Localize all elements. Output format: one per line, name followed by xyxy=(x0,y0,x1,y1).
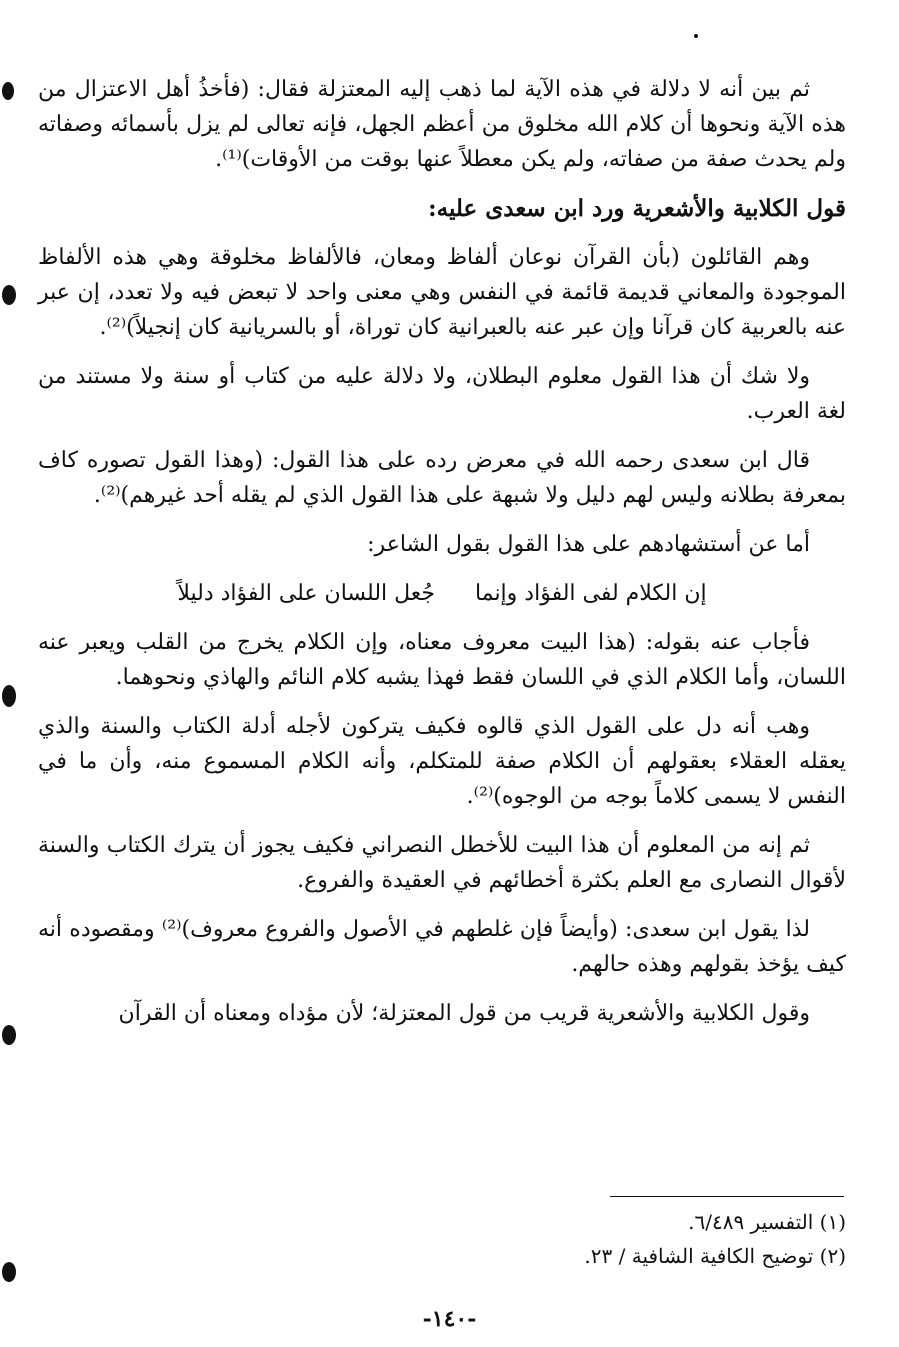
speck xyxy=(694,34,698,38)
paragraph: فأجاب عنه بقوله: (هذا البيت معروف معناه، وإن الكلام يخرج من القلب ويعبر عنه اللسان، وأما الكلام الذي في اللسان فقط فهذا يشبه كلام النائم والهاذي ونحوهما. xyxy=(38,630,846,690)
footnote-separator xyxy=(610,1196,844,1197)
paragraph: أما عن أستشهادهم على هذا القول بقول الشاعر: xyxy=(367,532,810,557)
paragraph: وقول الكلابية والأشعرية قريب من قول المعتزلة؛ لأن مؤداه ومعناه أن القرآن xyxy=(118,1001,810,1026)
paragraph: ثم بين أنه لا دلالة في هذه الآية لما ذهب إليه المعتزلة فقال: (فأخذُ أهل الاعتزال من هذه الآية ونحوها أن كلام الله مخلوق من أعظم الجهل، فإنه تعالى لم يزل بأسمائه وصفاته ولم يحدث صفة من صفاته، ولم يكن معطلاً عنها بوقت من الأوقات)⁽¹⁾. xyxy=(38,77,846,172)
binding-hole-mark xyxy=(2,285,16,305)
verse-second-hemistich: جُعل اللسان على الفؤاد دليلاً xyxy=(177,581,436,606)
paragraph: لذا يقول ابن سعدى: (وأيضاً فإن غلطهم في الأصول والفروع معروف)⁽²⁾ ومقصوده أنه كيف يؤخذ بقولهم وهذه حالهم. xyxy=(38,917,846,977)
section-heading: قول الكلابية والأشعرية ورد ابن سعدى عليه: xyxy=(428,195,846,222)
paragraph: وهم القائلون (بأن القرآن نوعان ألفاظ ومعان، فالألفاظ مخلوقة وهي هذه الألفاظ الموجودة والمعاني قديمة قائمة في النفس وهي معنى واحد لا تبعض فيه ولا تعدد، إن عبر عنه بالعربية كان قرآنا وإن عبر عنه بالعبرانية كان توراة، أو بالسريانية كان إنجيلاً)⁽²⁾. xyxy=(38,245,846,340)
page-number: -١٤٠- xyxy=(422,1306,477,1332)
footnote: (٢) توضيح الكافية الشافية / ٢٣. xyxy=(584,1244,846,1268)
binding-hole-mark xyxy=(2,1025,16,1045)
paragraph: ثم إنه من المعلوم أن هذا البيت للأخطل النصراني فكيف يجوز أن يترك الكتاب والسنة لأقوال النصارى مع العلم بكثرة أخطائهم في العقيدة والفروع. xyxy=(38,833,846,893)
binding-hole-mark xyxy=(2,685,16,707)
paragraph: ولا شك أن هذا القول معلوم البطلان، ولا دلالة عليه من كتاب أو سنة ولا مستند من لغة العرب. xyxy=(38,364,846,424)
body-text xyxy=(38,72,846,1045)
paragraph: قال ابن سعدى رحمه الله في معرض رده على هذا القول: (وهذا القول تصوره كاف بمعرفة بطلانه وليس لهم دليل ولا شبهة على هذا القول الذي لم يقله أحد غيرهم)⁽²⁾. xyxy=(38,448,846,508)
verse-first-hemistich: إن الكلام لفى الفؤاد وإنما xyxy=(475,581,707,606)
binding-hole-mark xyxy=(2,82,14,100)
footnote: (١) التفسير ٦/٤٨٩. xyxy=(688,1210,846,1234)
poem-verse xyxy=(38,576,846,611)
paragraph: وهب أنه دل على القول الذي قالوه فكيف يتركون لأجله أدلة الكتاب والسنة والذي يعقله العقلاء بعقولهم أن الكلام صفة للمتكلم، وأنه الكلام المسموع منه، وأن ما في النفس لا يسمى كلاماً بوجه من الوجوه)⁽²⁾. xyxy=(38,714,846,809)
binding-hole-mark xyxy=(2,1262,16,1282)
footnotes xyxy=(38,1205,846,1273)
